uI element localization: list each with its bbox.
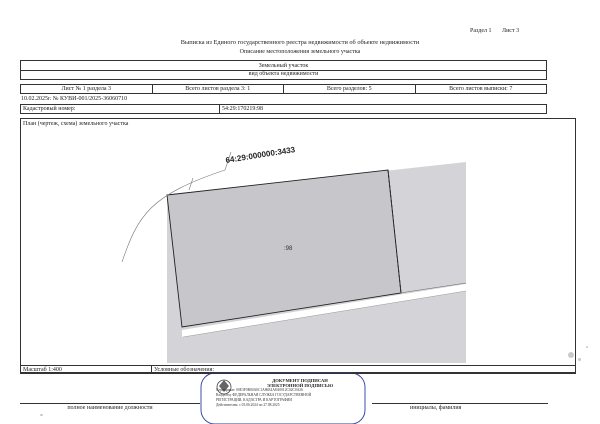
position-line (20, 403, 200, 404)
stamp-line5: РЕГИСТРАЦИИ, КАДАСТРА И КАРТОГРАФИИ (216, 398, 292, 402)
plan-caption: План (чертеж, схема) земельного участка (23, 121, 129, 127)
sheet-no: Лист № 1 раздела 3 (21, 85, 153, 93)
cadastral-number: 54:29:170219:98 (222, 106, 264, 112)
initials-line (372, 403, 548, 404)
scale-row (20, 365, 576, 374)
legend-caption: Условные обозначения: (154, 367, 215, 373)
stamp-line6: Действителен: с 03.06.2024 по 27.08.2025 (216, 403, 280, 407)
initials-caption: инициалы, фамилия (410, 405, 462, 411)
cadastral-label: Кадастровый номер: (21, 105, 220, 113)
signature-stamp (216, 378, 364, 408)
object-kind-caption: вид объекта недвижимости (248, 71, 319, 77)
scale-value: Масштаб 1:400 (21, 366, 152, 373)
total-sheets: Всего листов выписки: 7 (449, 86, 513, 92)
document-title: Выписка из Единого государственного реестра недвижимости об объекте недвижимости (180, 39, 420, 46)
section-number: Раздел 1 (470, 28, 492, 34)
sheet-number: Лист 3 (502, 28, 520, 34)
neighbor-cadastral-label: 64:29:000000:3433 (224, 145, 296, 165)
extract-date-number: 10.02.2025г. № КУВИ-001/2025-36060710 (21, 96, 128, 102)
position-caption: полное наименование должности (67, 405, 153, 411)
stamp-line2: ЭЛЕКТРОННОЙ ПОДПИСЬЮ (266, 383, 334, 388)
document-subtitle: Описание местоположения земельного участка (239, 49, 361, 55)
stamp-line4: Владелец: ФЕДЕРАЛЬНАЯ СЛУЖБА ГОСУДАРСТВЕННОЙ (216, 393, 312, 397)
total-sections: Всего разделов: 5 (284, 85, 416, 93)
stamp-line1: ДОКУМЕНТ ПОДПИСАН (272, 378, 328, 383)
total-sheets-section: Всего листов раздела 3: 1 (153, 85, 285, 93)
stamp-line3: Сертификат: 00E3F0B00A0C1A86E4A8A0012C02C0A26 (216, 388, 303, 392)
parcel-label: :98 (284, 246, 293, 252)
object-type: Земельный участок (258, 63, 309, 69)
